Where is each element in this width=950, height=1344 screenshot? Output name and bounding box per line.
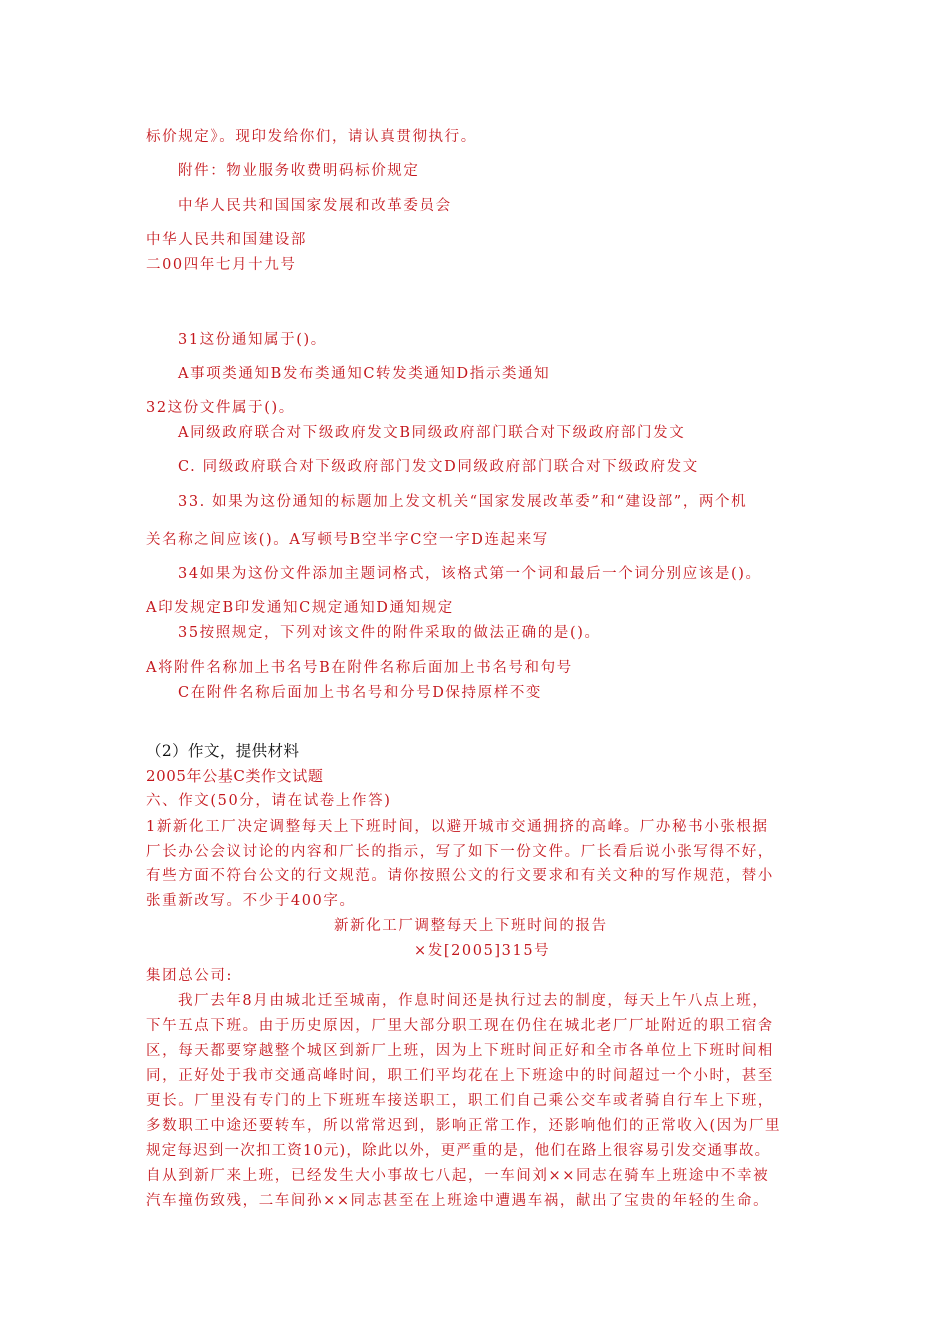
essay-prompt-line-2: 厂长办公会议讨论的内容和厂长的指示，写了如下一份文件。厂长看后说小张写得不好，: [146, 844, 774, 860]
question-31-options: A事项类通知B发布类通知C转发类通知D指示类通知: [178, 366, 551, 382]
essay-section-heading: （2）作文，提供材料: [146, 742, 300, 760]
essay-exam-title: 2005年公基C类作文试题: [146, 767, 324, 785]
question-35-options-ab: A将附件名称加上书名号B在附件名称后面加上书名号和句号: [146, 660, 573, 676]
report-body-line-1: 我厂去年8月由城北迁至城南，作息时间还是执行过去的制度，每天上午八点上班，: [178, 993, 769, 1009]
essay-prompt-line-1: 1新新化工厂决定调整每天上下班时间，以避开城市交通拥挤的高峰。厂办秘书小张根据: [146, 819, 769, 835]
essay-prompt-line-4: 张重新改写。不少于400字。: [146, 893, 356, 909]
question-31: 31这份通知属于()。: [178, 332, 327, 348]
report-body-line-7: 规定每迟到一次扣工资10元)，除此以外，更严重的是，他们在路上很容易引发交通事故。: [146, 1143, 771, 1159]
notice-issuer-1: 中华人民共和国国家发展和改革委员会: [178, 198, 452, 214]
question-34: 34如果为这份文件添加主题词格式，该格式第一个词和最后一个词分别应该是()。: [178, 566, 762, 582]
report-body-line-2: 下午五点下班。由于历史原因，厂里大部分职工现在仍住在城北老厂厂址附近的职工宿舍: [146, 1018, 774, 1034]
question-32-options-ab: A同级政府联合对下级政府发文B同级政府部门联合对下级政府部门发文: [178, 425, 686, 441]
report-body-line-6: 多数职工中途还要转车，所以常常迟到，影响正常工作，还影响他们的正常收入(因为厂里: [146, 1118, 782, 1134]
question-32: 32这份文件属于()。: [146, 400, 295, 416]
report-body-line-3: 区，每天都要穿越整个城区到新厂上班，因为上下班时间正好和全市各单位上下班时间相: [146, 1043, 774, 1059]
notice-date: 二00四年七月十九号: [146, 257, 297, 273]
notice-attachment: 附件：物业服务收费明码标价规定: [178, 163, 420, 179]
report-doc-number: ×发[2005]315号: [414, 943, 551, 959]
question-35-options-cd: C在附件名称后面加上书名号和分号D保持原样不变: [178, 685, 543, 701]
report-body-line-8: 自从到新厂来上班，已经发生大小事故七八起，一车间刘××同志在骑车上班途中不幸被: [146, 1168, 770, 1184]
question-35: 35按照规定，下列对该文件的附件采取的做法正确的是()。: [178, 625, 601, 641]
report-addressee: 集团总公司:: [146, 968, 233, 984]
essay-part-heading: 六、作文(50分，请在试卷上作答): [146, 793, 392, 809]
question-32-options-cd: C. 同级政府联合对下级政府部门发文D同级政府部门联合对下级政府发文: [178, 459, 699, 475]
essay-prompt-line-3: 有些方面不符台公文的行文规范。请你按照公文的行文要求和有关文种的写作规范，替小: [146, 868, 774, 884]
question-33-part1: 33. 如果为这份通知的标题加上发文机关“国家发展改革委”和“建设部”，两个机: [178, 494, 748, 510]
question-34-options: A印发规定B印发通知C规定通知D通知规定: [146, 600, 454, 616]
report-body-line-9: 汽车撞伤致残，二车间孙××同志甚至在上班途中遭遇车祸，献出了宝贵的年轻的生命。: [146, 1193, 770, 1209]
report-title: 新新化工厂调整每天上下班时间的报告: [334, 918, 608, 934]
report-body-line-5: 更长。厂里没有专门的上下班班车接送职工，职工们自己乘公交车或者骑自行车上下班，: [146, 1093, 774, 1109]
notice-issuer-2: 中华人民共和国建设部: [146, 232, 307, 248]
report-body-line-4: 同，正好处于我市交通高峰时间，职工们平均花在上下班途中的时间超过一个小时，甚至: [146, 1068, 774, 1084]
notice-intro-tail: 标价规定》。现印发给你们，请认真贯彻执行。: [146, 129, 477, 145]
question-33-part2: 关名称之间应该()。A写顿号B空半字C空一字D连起来写: [146, 532, 549, 548]
